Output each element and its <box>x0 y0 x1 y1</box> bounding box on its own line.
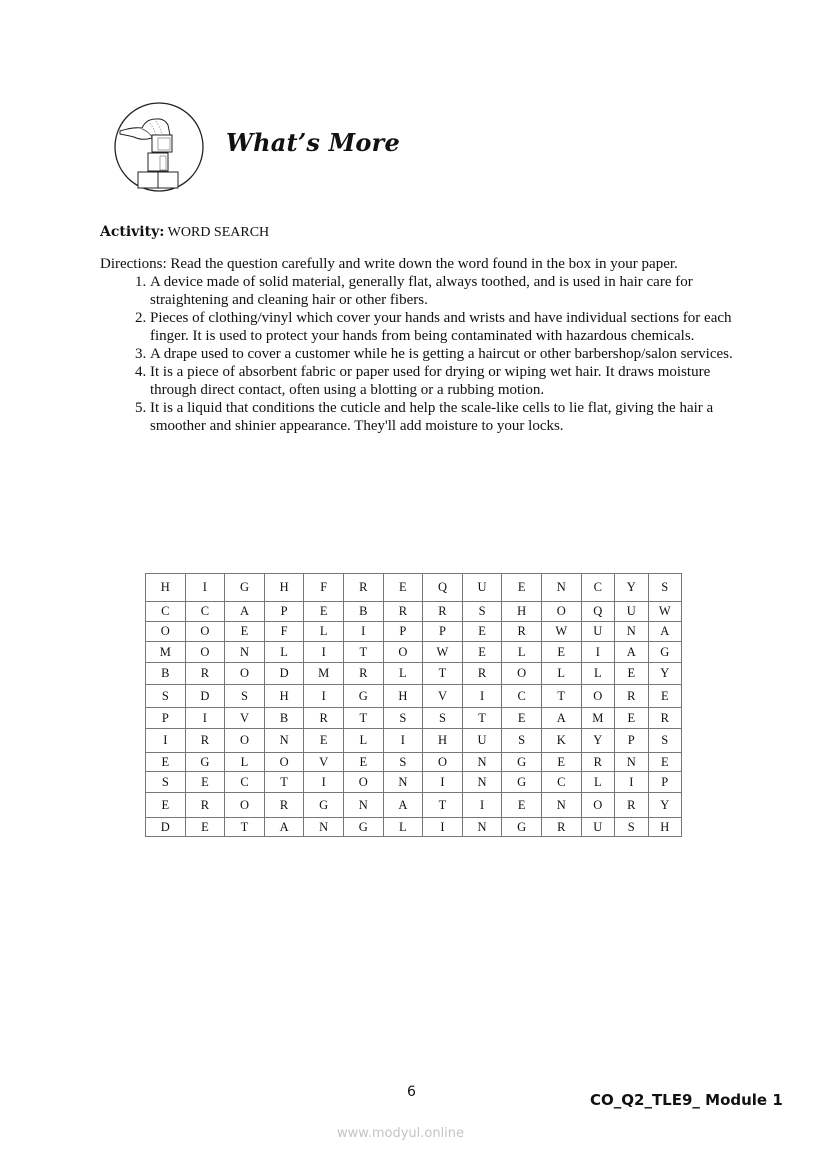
grid-cell: C <box>146 602 186 622</box>
grid-cell: O <box>581 685 615 708</box>
grid-cell: I <box>185 708 225 729</box>
grid-cell: I <box>423 772 463 793</box>
grid-cell: N <box>541 793 581 818</box>
grid-cell: N <box>462 753 502 772</box>
question-item: 1. A device made of solid material, generally flat, always toothed, and is used in hair care for straightening and cleaning hair or other fibers. <box>150 273 740 309</box>
grid-cell: E <box>502 574 542 602</box>
grid-cell: U <box>581 818 615 837</box>
grid-row <box>146 663 682 685</box>
grid-cell: E <box>146 793 186 818</box>
grid-cell: B <box>343 602 383 622</box>
directions-text: Directions: Read the question carefully and write down the word found in the box in your paper. <box>100 256 678 272</box>
word-search-grid <box>145 573 682 837</box>
grid-cell: H <box>648 818 682 837</box>
grid-cell: U <box>581 622 615 642</box>
grid-cell: G <box>648 642 682 663</box>
grid-cell: N <box>343 793 383 818</box>
grid-cell: I <box>462 793 502 818</box>
grid-cell: H <box>264 574 304 602</box>
grid-cell: E <box>541 753 581 772</box>
grid-cell: H <box>383 685 423 708</box>
grid-row <box>146 642 682 663</box>
grid-cell: A <box>615 642 649 663</box>
grid-cell: R <box>343 574 383 602</box>
grid-cell: W <box>648 602 682 622</box>
grid-cell: L <box>264 642 304 663</box>
grid-cell: R <box>343 663 383 685</box>
grid-cell: E <box>648 685 682 708</box>
grid-cell: N <box>383 772 423 793</box>
grid-cell: A <box>264 818 304 837</box>
grid-cell: A <box>383 793 423 818</box>
grid-cell: T <box>462 708 502 729</box>
grid-cell: C <box>581 574 615 602</box>
grid-cell: G <box>343 818 383 837</box>
grid-cell: E <box>225 622 265 642</box>
grid-cell: R <box>264 793 304 818</box>
grid-cell: I <box>304 685 344 708</box>
grid-cell: A <box>541 708 581 729</box>
grid-cell: E <box>462 622 502 642</box>
directions <box>100 255 740 435</box>
grid-cell: E <box>502 793 542 818</box>
grid-cell: I <box>146 729 186 753</box>
hand-stacking-blocks-icon <box>112 101 208 193</box>
grid-cell: N <box>304 818 344 837</box>
grid-cell: T <box>225 818 265 837</box>
grid-cell: S <box>423 708 463 729</box>
grid-cell: I <box>462 685 502 708</box>
grid-cell: S <box>462 602 502 622</box>
page-number: 6 <box>407 1084 416 1100</box>
grid-cell: U <box>615 602 649 622</box>
grid-row <box>146 708 682 729</box>
grid-cell: P <box>423 622 463 642</box>
grid-cell: G <box>225 574 265 602</box>
grid-cell: R <box>581 753 615 772</box>
grid-cell: O <box>383 642 423 663</box>
grid-cell: R <box>304 708 344 729</box>
grid-cell: C <box>225 772 265 793</box>
grid-cell: R <box>541 818 581 837</box>
grid-cell: L <box>581 772 615 793</box>
grid-cell: N <box>462 818 502 837</box>
grid-cell: H <box>146 574 186 602</box>
grid-cell: O <box>185 642 225 663</box>
grid-cell: Y <box>615 574 649 602</box>
grid-cell: Y <box>648 663 682 685</box>
grid-cell: L <box>343 729 383 753</box>
grid-cell: L <box>304 622 344 642</box>
grid-cell: B <box>264 708 304 729</box>
grid-cell: O <box>541 602 581 622</box>
grid-cell: S <box>146 685 186 708</box>
grid-cell: L <box>225 753 265 772</box>
grid-cell: C <box>541 772 581 793</box>
grid-cell: R <box>383 602 423 622</box>
question-item: 5. It is a liquid that conditions the cuticle and help the scale-like cells to lie flat, giving the hair a smoother and shinier appearance. They'll add moisture to your locks. <box>150 399 740 435</box>
grid-cell: N <box>541 574 581 602</box>
grid-cell: O <box>225 729 265 753</box>
question-item: 3. A drape used to cover a customer while he is getting a haircut or other barbershop/salon services. <box>150 345 740 363</box>
activity-line <box>100 224 269 241</box>
grid-cell: S <box>225 685 265 708</box>
module-code: CO_Q2_TLE9_ Module 1 <box>590 1091 783 1109</box>
grid-cell: S <box>146 772 186 793</box>
grid-cell: D <box>264 663 304 685</box>
grid-cell: O <box>423 753 463 772</box>
grid-row <box>146 753 682 772</box>
activity-value: WORD SEARCH <box>164 225 270 240</box>
grid-cell: G <box>343 685 383 708</box>
grid-cell: E <box>343 753 383 772</box>
grid-cell: H <box>502 602 542 622</box>
question-item: 4. It is a piece of absorbent fabric or paper used for drying or wiping wet hair. It draws moisture through direct contact, often using a blotting or a rubbing motion. <box>150 363 740 399</box>
grid-cell: E <box>185 818 225 837</box>
grid-cell: E <box>304 602 344 622</box>
grid-cell: O <box>343 772 383 793</box>
grid-cell: B <box>146 663 186 685</box>
grid-cell: D <box>146 818 186 837</box>
grid-row <box>146 574 682 602</box>
grid-cell: E <box>502 708 542 729</box>
grid-cell: Y <box>581 729 615 753</box>
grid-cell: G <box>502 772 542 793</box>
grid-cell: L <box>541 663 581 685</box>
grid-cell: L <box>502 642 542 663</box>
grid-cell: E <box>541 642 581 663</box>
grid-cell: G <box>185 753 225 772</box>
grid-row <box>146 793 682 818</box>
grid-cell: I <box>383 729 423 753</box>
grid-cell: S <box>383 708 423 729</box>
grid-row <box>146 685 682 708</box>
grid-cell: R <box>185 663 225 685</box>
grid-cell: S <box>502 729 542 753</box>
grid-cell: T <box>423 793 463 818</box>
grid-cell: I <box>615 772 649 793</box>
grid-cell: K <box>541 729 581 753</box>
grid-cell: E <box>615 663 649 685</box>
grid-cell: W <box>541 622 581 642</box>
grid-row <box>146 818 682 837</box>
grid-cell: I <box>423 818 463 837</box>
grid-cell: E <box>648 753 682 772</box>
grid-cell: M <box>304 663 344 685</box>
grid-cell: E <box>185 772 225 793</box>
grid-row <box>146 772 682 793</box>
section-title: What’s More <box>226 128 400 157</box>
grid-cell: T <box>343 708 383 729</box>
grid-cell: L <box>383 818 423 837</box>
grid-cell: S <box>615 818 649 837</box>
grid-cell: E <box>146 753 186 772</box>
grid-cell: I <box>304 642 344 663</box>
grid-cell: T <box>343 642 383 663</box>
grid-cell: G <box>502 753 542 772</box>
grid-cell: P <box>648 772 682 793</box>
grid-cell: T <box>264 772 304 793</box>
grid-row <box>146 729 682 753</box>
grid-cell: O <box>225 663 265 685</box>
question-item: 2. Pieces of clothing/vinyl which cover your hands and wrists and have individual sections for each finger. It is used to protect your hands from being contaminated with hazardous chemicals. <box>150 309 740 345</box>
grid-cell: N <box>615 622 649 642</box>
grid-cell: D <box>185 685 225 708</box>
grid-cell: M <box>146 642 186 663</box>
grid-cell: U <box>462 729 502 753</box>
grid-cell: E <box>462 642 502 663</box>
grid-cell: G <box>304 793 344 818</box>
activity-label: Activity: <box>100 224 165 240</box>
grid-cell: R <box>648 708 682 729</box>
grid-cell: E <box>304 729 344 753</box>
grid-cell: Q <box>423 574 463 602</box>
grid-cell: N <box>225 642 265 663</box>
grid-cell: Y <box>648 793 682 818</box>
grid-cell: O <box>146 622 186 642</box>
grid-cell: O <box>581 793 615 818</box>
grid-cell: G <box>502 818 542 837</box>
grid-cell: O <box>185 622 225 642</box>
grid-cell: V <box>225 708 265 729</box>
grid-cell: C <box>185 602 225 622</box>
grid-cell: A <box>648 622 682 642</box>
watermark: www.modyul.online <box>337 1126 465 1141</box>
grid-cell: N <box>615 753 649 772</box>
grid-cell: R <box>423 602 463 622</box>
grid-cell: O <box>264 753 304 772</box>
grid-cell: P <box>383 622 423 642</box>
grid-cell: L <box>383 663 423 685</box>
grid-cell: N <box>264 729 304 753</box>
grid-cell: I <box>343 622 383 642</box>
grid-row <box>146 622 682 642</box>
grid-cell: P <box>264 602 304 622</box>
grid-cell: F <box>264 622 304 642</box>
grid-cell: R <box>502 622 542 642</box>
grid-cell: H <box>264 685 304 708</box>
grid-cell: S <box>383 753 423 772</box>
grid-cell: Q <box>581 602 615 622</box>
grid-cell: P <box>615 729 649 753</box>
grid-cell: P <box>146 708 186 729</box>
grid-cell: T <box>423 663 463 685</box>
grid-cell: F <box>304 574 344 602</box>
grid-cell: E <box>383 574 423 602</box>
grid-cell: M <box>581 708 615 729</box>
grid-cell: E <box>615 708 649 729</box>
grid-cell: L <box>581 663 615 685</box>
grid-cell: O <box>225 793 265 818</box>
grid-cell: S <box>648 729 682 753</box>
grid-cell: T <box>541 685 581 708</box>
grid-cell: R <box>185 793 225 818</box>
grid-cell: N <box>462 772 502 793</box>
grid-cell: C <box>502 685 542 708</box>
grid-cell: R <box>615 793 649 818</box>
grid-cell: V <box>304 753 344 772</box>
grid-cell: R <box>615 685 649 708</box>
grid-cell: W <box>423 642 463 663</box>
grid-cell: A <box>225 602 265 622</box>
grid-cell: R <box>462 663 502 685</box>
grid-row <box>146 602 682 622</box>
grid-cell: R <box>185 729 225 753</box>
grid-cell: I <box>185 574 225 602</box>
grid-cell: V <box>423 685 463 708</box>
grid-cell: I <box>581 642 615 663</box>
questions-list <box>100 273 740 435</box>
grid-cell: I <box>304 772 344 793</box>
grid-cell: O <box>502 663 542 685</box>
grid-cell: H <box>423 729 463 753</box>
grid-cell: S <box>648 574 682 602</box>
grid-cell: U <box>462 574 502 602</box>
